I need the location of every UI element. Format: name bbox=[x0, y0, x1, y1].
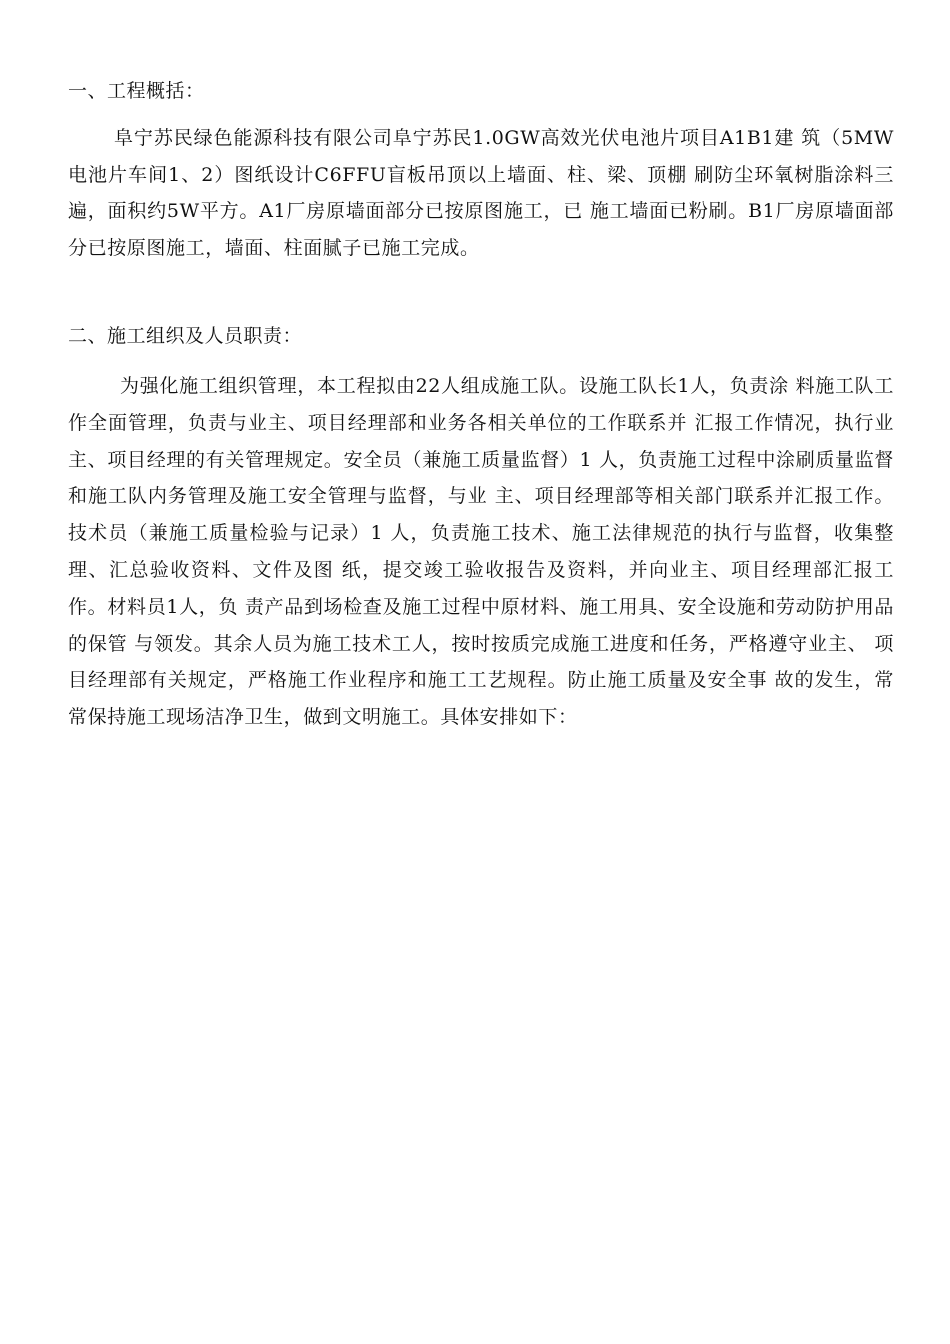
section-heading-organization: 二、施工组织及人员职责： bbox=[68, 325, 303, 347]
overview-paragraph: 阜宁苏民绿色能源科技有限公司阜宁苏民1.0GW高效光伏电池片项目A1B1建 筑（5MW电池片车间1、2）图纸设计C6FFU盲板吊顶以上墙面、柱、梁、顶棚 刷防尘环氧树脂涂料三遍，面积约5W平方。A1厂房原墙面部分已按原图施工，已 施工墙面已粉刷。B1厂房原墙面部分已按原图施工，墙面、柱面腻子已施工完成。 bbox=[68, 127, 894, 259]
section-heading-overview: 一、工程概括： bbox=[68, 80, 205, 102]
organization-paragraph: 为强化施工组织管理，本工程拟由22人组成施工队。设施工队长1人，负责涂 料施工队工作全面管理，负责与业主、项目经理部和业务各相关单位的工作联系并 汇报工作情况，执行业主、项目经理的有关管理规定。安全员（兼施工质量监督）1 人，负责施工过程中涂刷质量监督和施工队内务管理及施工安全管理与监督，与业 主、项目经理部等相关部门联系并汇报工作。技术员（兼施工质量检验与记录）1 人，负责施工技术、施工法律规范的执行与监督，收集整理、汇总验收资料、文件及图 纸，提交竣工验收报告及资料，并向业主、项目经理部汇报工作。材料员1人，负 责产品到场检查及施工过程中原材料、施工用具、安全设施和劳动防护用品的保管 与领发。其余人员为施工技术工人，按时按质完成施工进度和任务，严格遵守业主、 项目经理部有关规定，严格施工作业程序和施工工艺规程。防止施工质量及安全事 故的发生，常常保持施工现场洁净卫生，做到文明施工。具体安排如下： bbox=[68, 375, 894, 729]
